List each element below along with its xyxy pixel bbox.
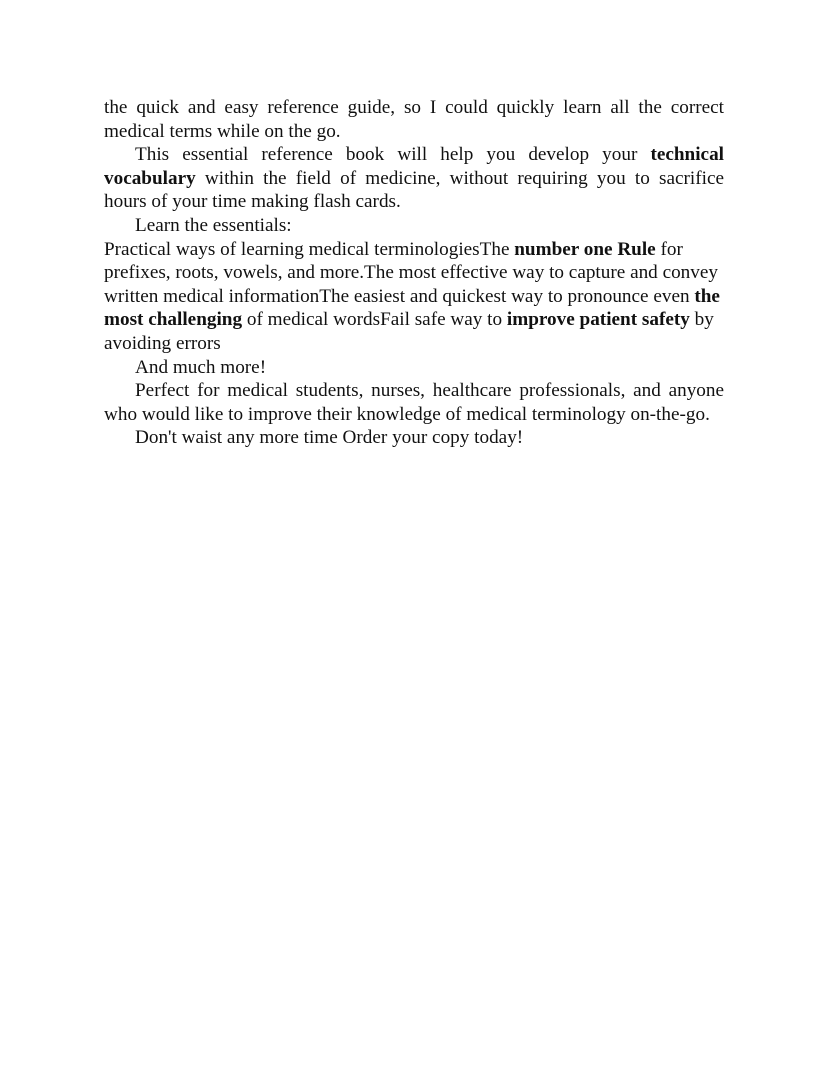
bold-text-segment: technical vocabulary bbox=[104, 144, 724, 189]
paragraph-technical-vocabulary bbox=[104, 143, 724, 214]
text-segment: Perfect for medical students, nurses, healthcare professionals, and anyone who would like to improve their knowledge of medical terminology on-the-go. bbox=[104, 380, 724, 425]
text-segment: of medical wordsFail safe way to bbox=[242, 309, 507, 331]
bold-text-segment: the most challenging bbox=[104, 285, 720, 331]
document-page bbox=[104, 96, 724, 450]
text-segment: by avoiding errors bbox=[104, 309, 714, 354]
paragraph-audience bbox=[104, 379, 724, 426]
paragraph-call-to-action bbox=[104, 426, 724, 450]
paragraph-and-much-more bbox=[104, 356, 724, 380]
paragraph-essentials-list bbox=[104, 238, 724, 356]
bold-text-segment: number one Rule bbox=[514, 238, 656, 260]
paragraph-intro-continuation bbox=[104, 96, 724, 143]
text-segment: Practical ways of learning medical terminologiesThe bbox=[104, 238, 515, 260]
text-segment: Don't waist any more time Order your copy today! bbox=[135, 427, 524, 449]
text-segment: the quick and easy reference guide, so I could quickly learn all the correct medical terms while on the go. bbox=[104, 97, 724, 142]
text-segment: for prefixes, roots, vowels, and more.The most effective way to capture and convey written medical informationThe easiest and quickest way to pronounce even bbox=[104, 238, 718, 307]
text-segment: within the field of medicine, without requiring you to sacrifice hours of your time making flash cards. bbox=[104, 167, 724, 213]
text-segment: This essential reference book will help you develop your bbox=[135, 144, 651, 166]
paragraph-learn-essentials bbox=[104, 214, 724, 238]
text-segment: Learn the essentials: bbox=[135, 214, 292, 236]
text-segment: And much more! bbox=[135, 356, 267, 378]
bold-text-segment: improve patient safety bbox=[506, 309, 690, 331]
